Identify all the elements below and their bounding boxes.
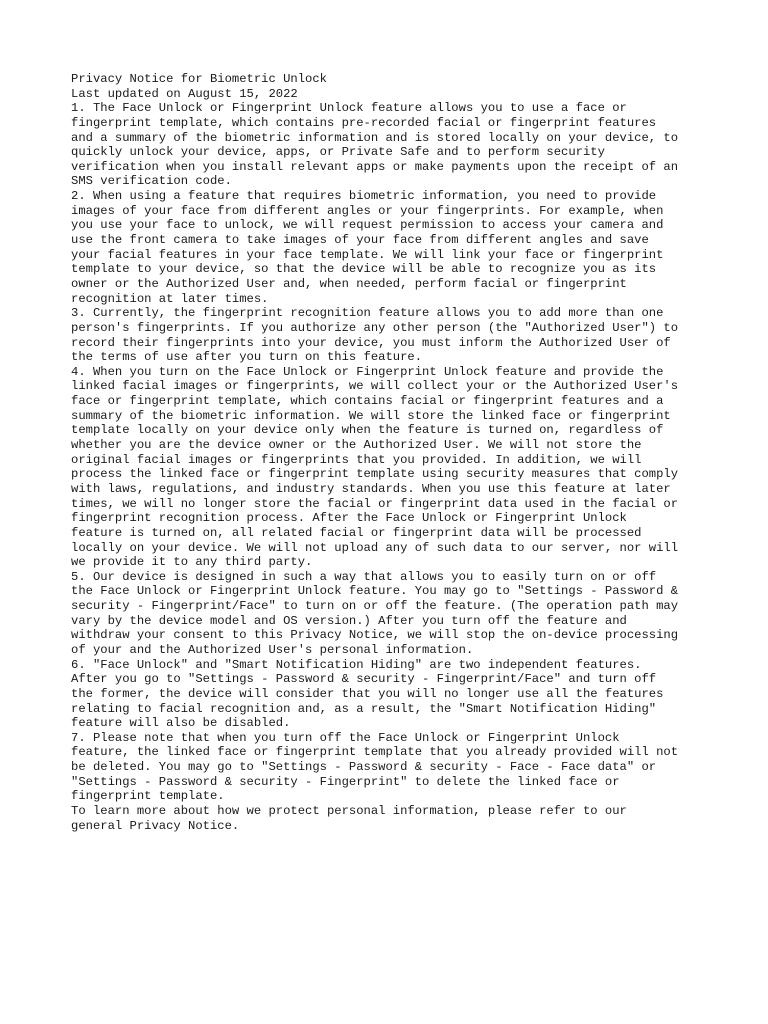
body-text-line: feature will also be disabled. — [71, 716, 291, 731]
body-text-line: feature, the linked face or fingerprint template that you already provided will not — [71, 745, 679, 760]
body-text-line: template locally on your device only when the feature is turned on, regardless of — [71, 423, 664, 438]
body-text-line: To learn more about how we protect personal information, please refer to our — [71, 804, 627, 819]
body-text-line: withdraw your consent to this Privacy Notice, we will stop the on-device processing — [71, 628, 679, 643]
body-text-line: 3. Currently, the fingerprint recognition feature allows you to add more than one — [71, 306, 664, 321]
body-text-line: template to your device, so that the device will be able to recognize you as its — [71, 262, 657, 277]
last-updated: Last updated on August 15, 2022 — [71, 86, 298, 101]
body-text-line: verification when you install relevant apps or make payments upon the receipt of an — [71, 159, 679, 174]
body-text-line: After you go to "Settings - Password & security - Fingerprint/Face" and turn off — [71, 672, 657, 687]
body-text-line: the former, the device will consider that you will no longer use all the features — [71, 686, 664, 701]
body-text-line: quickly unlock your device, apps, or Private Safe and to perform security — [71, 145, 605, 160]
body-text-line: whether you are the device owner or the Authorized User. We will not store the — [71, 438, 642, 453]
body-text-line: times, we will no longer store the facial or fingerprint data used in the facial or — [71, 496, 679, 511]
body-text-line: person's fingerprints. If you authorize any other person (the "Authorized User") to — [71, 320, 679, 335]
body-text-line: "Settings - Password & security - Fingerprint" to delete the linked face or — [71, 774, 620, 789]
body-text-line: SMS verification code. — [71, 174, 232, 189]
body-text-line: security - Fingerprint/Face" to turn on or off the feature. (The operation path may — [71, 599, 679, 614]
body-text-line: use the front camera to take images of your face from different angles and save — [71, 233, 649, 248]
body-text-line: 6. "Face Unlock" and "Smart Notification Hiding" are two independent features. — [71, 657, 642, 672]
body-text-line: general Privacy Notice. — [71, 818, 240, 833]
body-text-line: of your and the Authorized User's personal information. — [71, 642, 474, 657]
body-text-line: fingerprint recognition process. After the Face Unlock or Fingerprint Unlock — [71, 511, 627, 526]
privacy-notice-document — [71, 72, 711, 833]
body-text-line: linked facial images or fingerprints, we will collect your or the Authorized User's — [71, 379, 679, 394]
body-text-line: images of your face from different angles or your fingerprints. For example, when — [71, 203, 664, 218]
body-text-line: relating to facial recognition and, as a result, the "Smart Notification Hiding" — [71, 701, 657, 716]
body-text-line: feature is turned on, all related facial or fingerprint data will be processed — [71, 525, 642, 540]
body-text-line: and a summary of the biometric information and is stored locally on your device, to — [71, 130, 679, 145]
body-text-line: you use your face to unlock, we will request permission to access your camera and — [71, 218, 664, 233]
body-text-line: fingerprint template, which contains pre-recorded facial or fingerprint features — [71, 115, 657, 130]
body-text-line: original facial images or fingerprints that you provided. In addition, we will — [71, 452, 642, 467]
body-text-line: owner or the Authorized User and, when needed, perform facial or fingerprint — [71, 276, 627, 291]
body-text-line: vary by the device model and OS version.) After you turn off the feature and — [71, 613, 627, 628]
body-text-line: recognition at later times. — [71, 291, 269, 306]
body-text-line: fingerprint template. — [71, 789, 225, 804]
body-text-line: record their fingerprints into your device, you must inform the Authorized User of — [71, 335, 671, 350]
body-text-line: your facial features in your face template. We will link your face or fingerprint — [71, 247, 664, 262]
document-body — [71, 101, 711, 833]
body-text-line: 7. Please note that when you turn off the Face Unlock or Fingerprint Unlock — [71, 730, 620, 745]
body-text-line: process the linked face or fingerprint template using security measures that comply — [71, 467, 679, 482]
body-text-line: the terms of use after you turn on this feature. — [71, 350, 423, 365]
body-text-line: summary of the biometric information. We will store the linked face or fingerprint — [71, 408, 671, 423]
body-text-line: 4. When you turn on the Face Unlock or Fingerprint Unlock feature and provide the — [71, 364, 664, 379]
body-text-line: locally on your device. We will not upload any of such data to our server, nor will — [71, 540, 679, 555]
body-text-line: face or fingerprint template, which contains facial or fingerprint features and a — [71, 394, 664, 409]
body-text-line: with laws, regulations, and industry standards. When you use this feature at later — [71, 481, 671, 496]
document-title: Privacy Notice for Biometric Unlock — [71, 72, 327, 86]
body-text-line: be deleted. You may go to "Settings - Password & security - Face - Face data" or — [71, 760, 657, 775]
body-text-line: 2. When using a feature that requires biometric information, you need to provide — [71, 189, 657, 204]
body-text-line: 1. The Face Unlock or Fingerprint Unlock feature allows you to use a face or — [71, 101, 627, 116]
body-text-line: the Face Unlock or Fingerprint Unlock feature. You may go to "Settings - Password & — [71, 584, 679, 599]
body-text-line: we provide it to any third party. — [71, 555, 313, 570]
body-text-line: 5. Our device is designed in such a way that allows you to easily turn on or off — [71, 569, 657, 584]
